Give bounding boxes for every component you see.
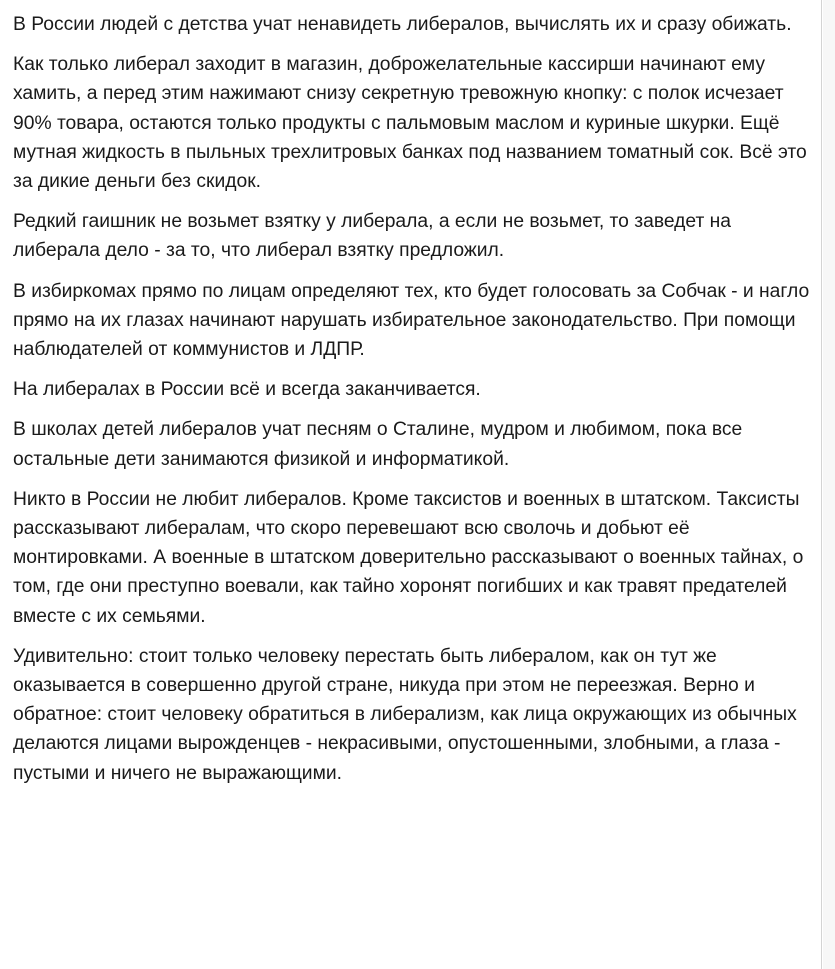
post-paragraph-6: В школах детей либералов учат песням о Сталине, мудром и любимом, пока все остальные дети занимаются физикой и информатикой. — [13, 419, 743, 470]
post-paragraph-4: В избиркомах прямо по лицам определяют тех, кто будет голосовать за Собчак - и нагло прямо на их глазах начинают нарушать избирательное законодательство. При помощи наблюдателей от коммунистов и ЛДПР. — [13, 280, 810, 361]
post-paragraph-3: Редкий гаишник не возьмет взятку у либерала, а если не возьмет, то заведет на либерала дело - за то, что либерал взятку предложил. — [13, 211, 732, 262]
post-paragraph-1: В России людей с детства учат ненавидеть либералов, вычислять их и сразу обижать. — [13, 14, 792, 35]
post-paragraph-8: Удивительно: стоит только человеку перестать быть либералом, как он тут же оказывается в совершенно другой стране, никуда при этом не переезжая. Верно и обратное: стоит человеку обратиться в либерализм, как лица окружающих из обычных делаются лицами вырожденцев - некрасивыми, опустошенными, злобными, а глаза - пустыми и ничего не выражающими. — [13, 645, 797, 784]
right-edge-strip — [823, 0, 835, 969]
post-paragraph-2: Как только либерал заходит в магазин, доброжелательные кассирши начинают ему хамить, а перед этим нажимают снизу секретную тревожную кнопку: с полок исчезает 90% товара, остаются только продукты с пальмовым маслом и куриные шкурки. Ещё мутная жидкость в пыльных трехлитровых банках под названием томатный сок. Всё это за дикие деньги без скидок. — [13, 54, 807, 193]
post-paragraph-5: На либералах в России всё и всегда заканчивается. — [13, 379, 481, 401]
post-paragraph-7: Никто в России не любит либералов. Кроме таксистов и военных в штатском. Таксисты рассказывают либералам, что скоро перевешают всю сволочь и добьют её монтировками. А военные в штатском доверительно рассказывают о военных тайнах, о том, где они преступно воевали, как тайно хоронят погибших и как травят предателей вместе с их семьями. — [13, 488, 804, 627]
